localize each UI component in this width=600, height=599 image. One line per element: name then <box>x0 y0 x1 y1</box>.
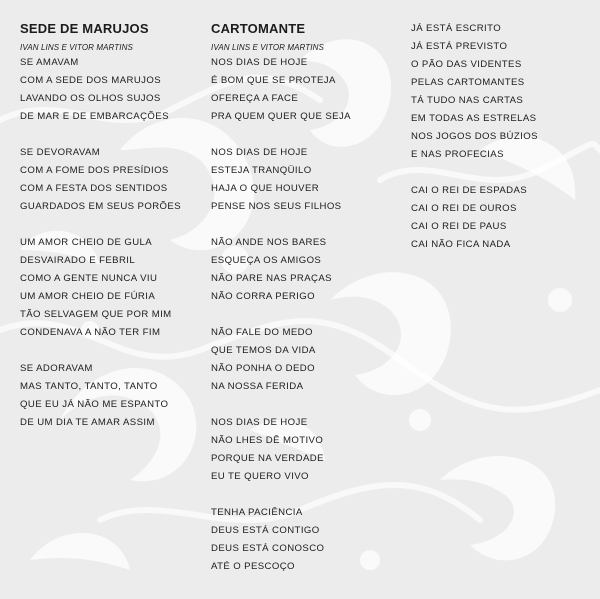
stanza <box>211 504 391 576</box>
stanza <box>20 54 200 126</box>
lyric-line: NOS JOGOS DOS BÚZIOS <box>411 131 538 142</box>
lyric-line: QUE EU JÁ NÃO ME ESPANTO <box>20 399 169 410</box>
lyric-line: COM A FESTA DOS SENTIDOS <box>20 183 168 194</box>
lyric-line: NOS DIAS DE HOJE <box>211 147 308 158</box>
lyric-line: SE ADORAVAM <box>20 363 93 374</box>
lyric-line: COM A FOME DOS PRESÍDIOS <box>20 165 169 176</box>
lyric-line: PRA QUEM QUER QUE SEJA <box>211 111 351 122</box>
lyric-line: DEUS ESTÁ CONOSCO <box>211 543 325 554</box>
lyric-line: CAI O REI DE PAUS <box>411 221 507 232</box>
lyric-line: COM A SEDE DOS MARUJOS <box>20 75 162 86</box>
song-credit: IVAN LINS E VITOR MARTINS <box>211 43 324 52</box>
lyric-line: HAJA O QUE HOUVER <box>211 183 320 194</box>
lyric-line: PORQUE NA VERDADE <box>211 453 324 464</box>
stanza <box>411 20 596 164</box>
stanza <box>211 414 391 486</box>
lyric-line: JÁ ESTÁ ESCRITO <box>411 23 502 34</box>
lyric-line: NÃO ANDE NOS BARES <box>211 237 327 248</box>
lyric-line: CONDENAVA A NÃO TER FIM <box>20 327 161 338</box>
lyric-line: JÁ ESTÁ PREVISTO <box>411 41 508 52</box>
lyric-line: NÃO FALE DO MEDO <box>211 327 313 338</box>
lyric-line: COMO A GENTE NUNCA VIU <box>20 273 158 284</box>
stanza <box>211 144 391 216</box>
stanza <box>411 182 596 254</box>
lyric-line: PELAS CARTOMANTES <box>411 77 525 88</box>
lyric-line: TENHA PACIÊNCIA <box>211 507 303 518</box>
stanza <box>20 144 200 216</box>
lyric-line: NÃO LHES DÊ MOTIVO <box>211 435 324 446</box>
lyric-line: NÃO PARE NAS PRAÇAS <box>211 273 332 284</box>
song-credit: IVAN LINS E VITOR MARTINS <box>20 43 133 52</box>
lyric-line: NA NOSSA FERIDA <box>211 381 304 392</box>
song-title: CARTOMANTE <box>211 21 306 36</box>
lyric-line: CAI O REI DE ESPADAS <box>411 185 528 196</box>
song-title: SEDE DE MARUJOS <box>20 21 149 36</box>
song-cartomante-continuation <box>411 20 596 254</box>
lyric-line: TÁ TUDO NAS CARTAS <box>411 95 524 106</box>
lyric-line: O PÃO DAS VIDENTES <box>411 59 522 70</box>
lyric-line: UM AMOR CHEIO DE FÚRIA <box>20 291 156 302</box>
lyric-line: NOS DIAS DE HOJE <box>211 417 308 428</box>
lyric-line: CAI O REI DE OUROS <box>411 203 517 214</box>
stanza <box>20 360 200 432</box>
lyric-line: EU TE QUERO VIVO <box>211 471 309 482</box>
lyric-line: NÃO CORRA PERIGO <box>211 291 315 302</box>
song-sede-de-marujos <box>20 20 200 432</box>
lyric-line: QUE TEMOS DA VIDA <box>211 345 316 356</box>
stanza <box>20 234 200 342</box>
stanza <box>211 234 391 306</box>
lyric-line: EM TODAS AS ESTRELAS <box>411 113 537 124</box>
lyric-line: É BOM QUE SE PROTEJA <box>211 75 336 86</box>
lyric-line: MAS TANTO, TANTO, TANTO <box>20 381 158 392</box>
lyric-line: DEUS ESTÁ CONTIGO <box>211 525 320 536</box>
lyric-line: UM AMOR CHEIO DE GULA <box>20 237 153 248</box>
lyric-line: NOS DIAS DE HOJE <box>211 57 308 68</box>
song-cartomante <box>211 20 391 576</box>
lyric-line: NÃO PONHA O DEDO <box>211 363 315 374</box>
lyric-line: LAVANDO OS OLHOS SUJOS <box>20 93 161 104</box>
lyric-line: ESTEJA TRANQÜILO <box>211 165 312 176</box>
lyric-line: CAI NÃO FICA NADA <box>411 239 511 250</box>
lyric-line: ESQUEÇA OS AMIGOS <box>211 255 322 266</box>
lyric-line: SE AMAVAM <box>20 57 79 68</box>
lyric-line: PENSE NOS SEUS FILHOS <box>211 201 342 212</box>
lyric-line: ATÉ O PESCOÇO <box>211 561 295 572</box>
stanza <box>211 54 391 126</box>
lyric-line: DE UM DIA TE AMAR ASSIM <box>20 417 155 428</box>
lyric-line: SE DEVORAVAM <box>20 147 101 158</box>
stanza <box>211 324 391 396</box>
lyric-line: DESVAIRADO E FEBRIL <box>20 255 136 266</box>
lyric-line: OFEREÇA A FACE <box>211 93 299 104</box>
lyric-line: DE MAR E DE EMBARCAÇÕES <box>20 111 169 122</box>
lyric-line: TÃO SELVAGEM QUE POR MIM <box>20 309 172 320</box>
lyric-line: E NAS PROFECIAS <box>411 149 504 160</box>
lyric-line: GUARDADOS EM SEUS PORÕES <box>20 201 181 212</box>
